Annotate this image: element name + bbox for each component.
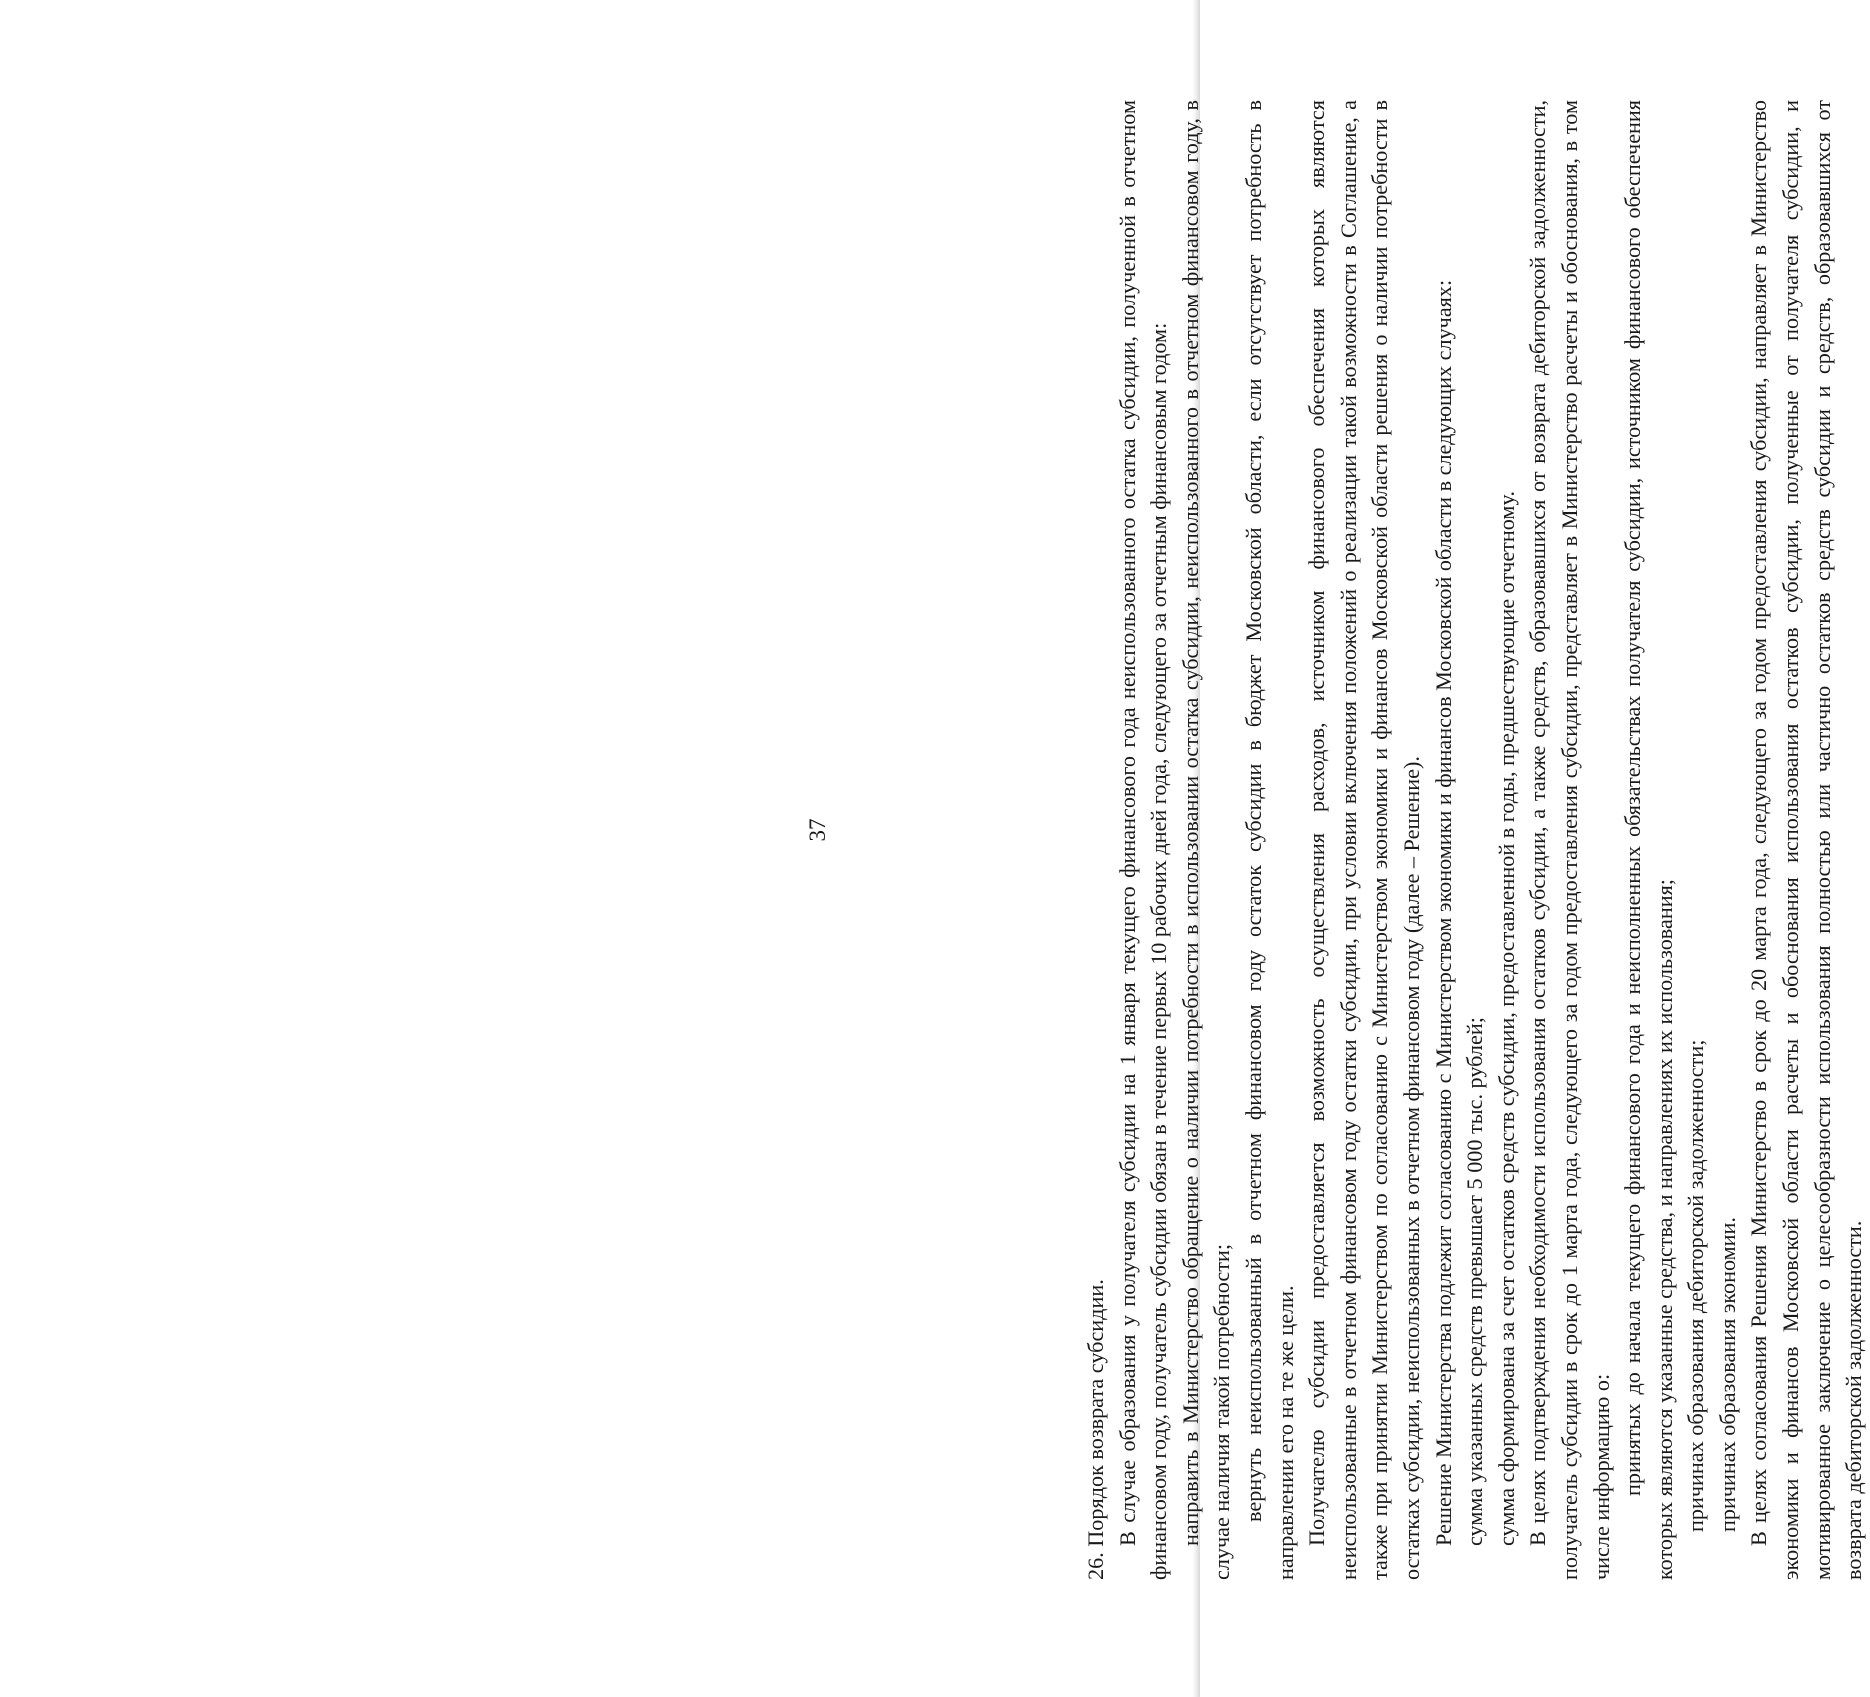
paragraph: Решение Министерства подлежит согласованию с Министерством экономики и финансов Московской области в следующих случаях: — [1430, 279, 1456, 1546]
paragraph: Получателю субсидии предоставляется возможность осуществления расходов, источником финансового обеспечения которых являются неиспользованные в отчетном финансовом году остатки субсидии, при условии включения положений о реализации такой возможности в Соглашение, а также при принятии Министерством по согласованию с Министерством экономики и финансов Московской области решения о наличии потребности в остатках субсидии, неиспользованных в отчетном финансовом году (далее – Решение). — [1304, 100, 1424, 1580]
paragraph: направить в Министерство обращение о наличии потребности в использовании остатка субсидии, неиспользованного в отчетном финансовом году, в случае наличия такой потребности; — [1177, 100, 1235, 1580]
paragraph: В целях согласования Решения Министерство в срок до 20 марта года, следующего за годом предоставления субсидии, направляет в Министерство экономики и финансов Московской области расчеты и обоснования использования остатков субсидии, полученные от получателя субсидии, и мотивированное заключение о целесообразности использования полностью или частично остатков средств субсидии и средств, образовавшихся от возврата дебиторской задолженности. — [1746, 100, 1867, 1580]
list-item: сумма сформирована за счет остатков средств субсидии, предоставленной в годы, предшествующие отчетному. — [1493, 491, 1519, 1546]
paragraph: В целях подтверждения необходимости использования остатков субсидии, а также средств, образовавшихся от возврата дебиторской задолженности, получатель субсидии в срок до 1 марта года, следующего за годом предоставления субсидии, представляет в Министерство расчеты и обоснования, в том числе информацию о: — [1525, 100, 1614, 1580]
list-item: сумма указанных средств превышает 5 000 тыс. рублей; — [1462, 1017, 1488, 1546]
list-item: причинах образования экономии. — [1714, 1217, 1740, 1532]
page-number: 37 — [805, 818, 830, 842]
list-item: принятых до начала текущего финансового года и неисполненных обязательствах получателя субсидии, источником финансового обеспечения которых являются указанные средства, и направлениях их использования; — [1620, 100, 1677, 1580]
paragraph: вернуть неиспользованный в отчетном финансовом году остаток субсидии в бюджет Московской области, если отсутствует потребность в направлении его на те же цели. — [1240, 100, 1298, 1580]
list-item: причинах образования дебиторской задолженности; — [1683, 1039, 1709, 1532]
document-body — [1080, 100, 1870, 1580]
paragraph: В случае образования у получателя субсидии на 1 января текущего финансового года неиспользованного остатка субсидии, полученной в отчетном финансовом году, получатель субсидии обязан в течение первых 10 рабочих дней года, следующего за отчетным финансовым годом: — [1114, 100, 1172, 1580]
section-heading: 26. Порядок возврата субсидии. — [1083, 1279, 1108, 1580]
